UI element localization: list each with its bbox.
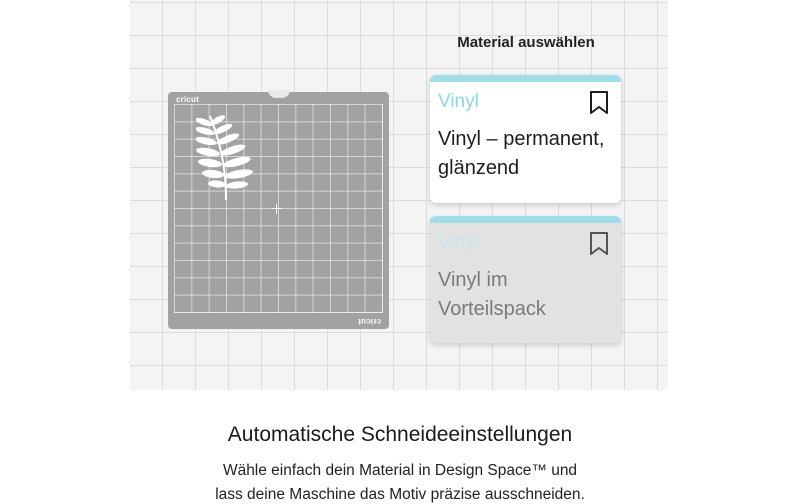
card-accent-bar <box>430 75 621 82</box>
cutting-mat <box>168 92 389 329</box>
bookmark-icon[interactable] <box>589 231 609 256</box>
mat-notch <box>268 90 290 98</box>
fern-leaf-design <box>196 112 266 202</box>
feature-headline: Automatische Schneideeinstellungen <box>227 423 573 446</box>
mat-brand-logo-bottom: cricut <box>358 317 381 326</box>
material-name: Vinyl im Vorteilspack <box>438 269 546 320</box>
feature-description-line-2: lass deine Maschine das Motiv präzise ausschneiden. <box>215 486 585 503</box>
material-card-vinyl-permanent[interactable] <box>430 75 621 203</box>
material-type-label: Vinyl <box>438 232 479 253</box>
mat-brand-logo-top: cricut <box>176 95 199 104</box>
material-card-vinyl-value-pack[interactable] <box>430 216 621 343</box>
material-type-label: Vinyl <box>438 91 479 112</box>
card-accent-bar <box>430 216 621 223</box>
bookmark-icon[interactable] <box>589 90 609 115</box>
material-panel-title: Material auswählen <box>457 34 595 51</box>
feature-description-line-1: Wähle einfach dein Material in Design Space™ und <box>222 462 578 479</box>
mat-center-crosshair <box>272 204 282 214</box>
material-name: Vinyl – permanent, glänzend <box>438 128 605 179</box>
